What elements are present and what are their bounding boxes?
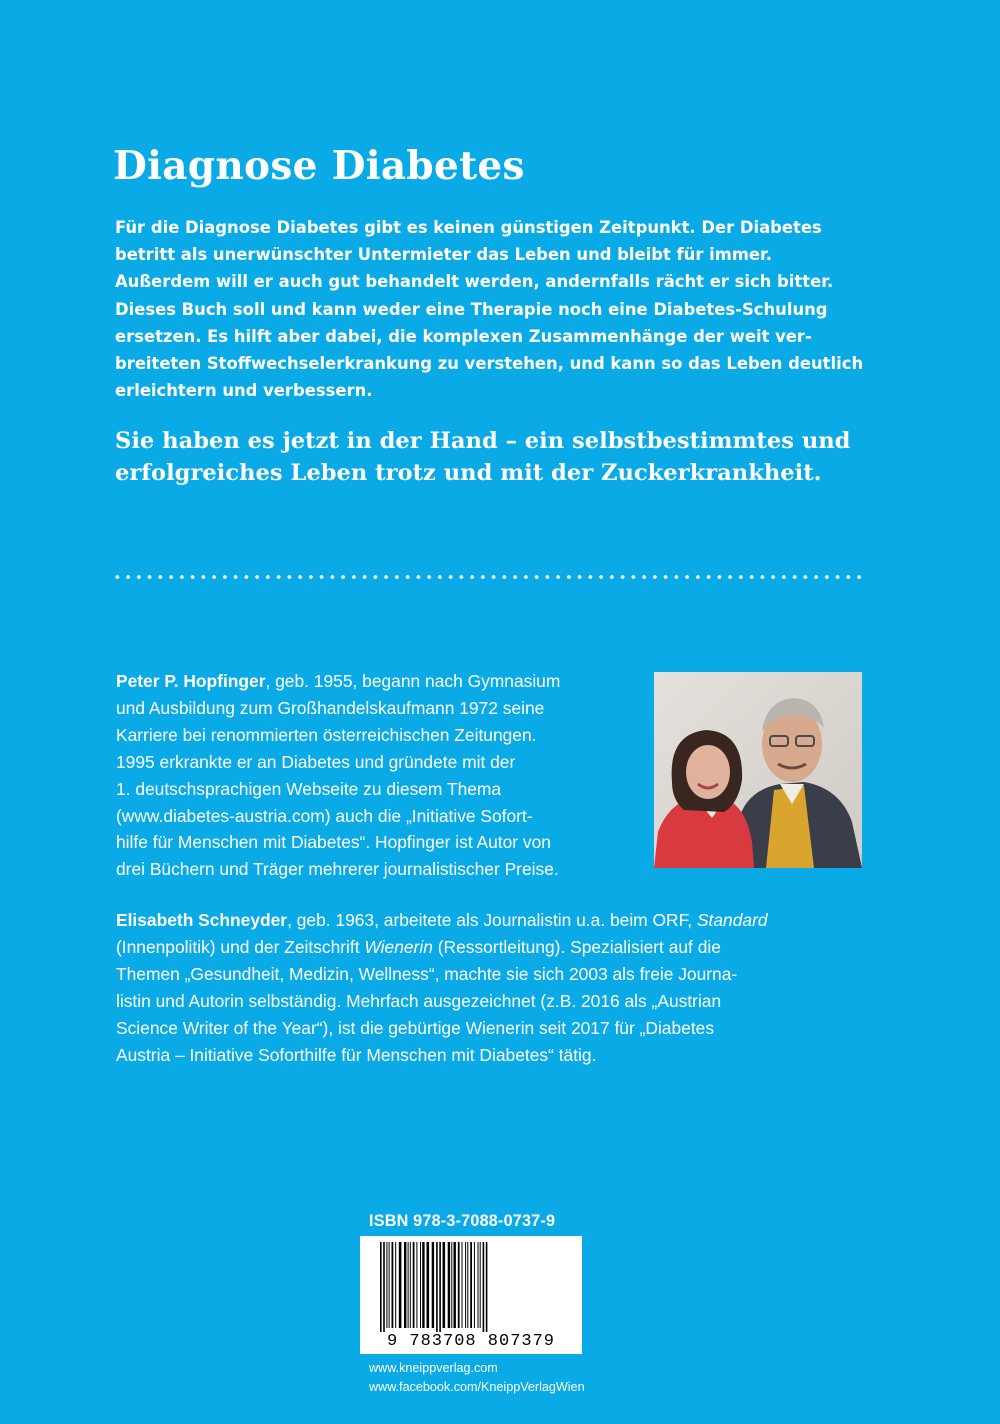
blurb-line: erleichtern und verbessern. <box>115 381 373 401</box>
website-link[interactable]: www.kneippverlag.com <box>369 1361 498 1375</box>
bio-text: , geb. 1955, begann nach Gymnasium <box>265 671 561 691</box>
author-name: Peter P. Hopfinger <box>116 671 266 691</box>
bio-text: (Ressortleitung). Spezialisiert auf die <box>432 936 721 957</box>
barcode-bar <box>451 1242 452 1328</box>
barcode-bar <box>380 1242 382 1332</box>
barcode-bar <box>420 1242 421 1328</box>
barcode-bar <box>486 1242 488 1332</box>
dotted-divider <box>112 573 864 581</box>
barcode-bar <box>386 1242 387 1328</box>
blurb-line: breiteten Stoffwechselerkrankung zu verstehen, und kann so das Leben deutlich <box>115 354 864 374</box>
tagline-line: Sie haben es jetzt in der Hand – ein selbstbestimmtes und <box>115 428 851 454</box>
blurb <box>115 214 875 404</box>
bio-line: listin und Autorin selbständig. Mehrfach ausgezeichnet (z.B. 2016 als „Austrian <box>116 990 722 1011</box>
barcode-bar <box>416 1242 417 1328</box>
blurb-line: Für die Diagnose Diabetes gibt es keinen günstigen Zeitpunkt. Der Diabetes <box>115 218 822 237</box>
blurb-line: ersetzen. Es hilft aber dabei, die komplexen Zusammenhänge der weit ver- <box>115 326 812 346</box>
barcode-bar <box>443 1242 446 1328</box>
barcode-bar <box>389 1242 390 1328</box>
blurb-line: Dieses Buch soll und kann weder eine Therapie noch eine Diabetes-Schulung <box>115 299 828 319</box>
author-name: Elisabeth Schneyder <box>116 910 288 930</box>
barcode <box>360 1236 582 1354</box>
authors-photo <box>654 672 862 868</box>
barcode-bar <box>395 1242 396 1328</box>
barcode-bar <box>436 1242 438 1332</box>
bio-line <box>116 668 636 695</box>
barcode-bar <box>474 1242 475 1328</box>
tagline-line: erfolgreiches Leben trotz und mit der Zuckerkrankheit. <box>115 460 822 486</box>
bio-line: Karriere bei renommierten österreichischen Zeitungen. <box>116 724 537 745</box>
author-bio-hopfinger <box>116 668 636 883</box>
barcode-bar <box>432 1242 434 1328</box>
blurb-line: betritt als unerwünschter Untermieter das Leben und bleibt für immer. <box>115 245 773 265</box>
barcode-bar <box>383 1242 385 1332</box>
barcode-bar <box>478 1242 479 1328</box>
barcode-bar <box>410 1242 411 1328</box>
publisher-links <box>369 1359 585 1397</box>
bio-line: hilfe für Menschen mit Diabetes“. Hopfinger ist Autor von <box>116 832 551 853</box>
barcode-bar <box>462 1242 463 1328</box>
barcode-bar <box>465 1242 466 1328</box>
blurb-line: Außerdem will er auch gut behandelt werden, andernfalls rächt er sich bitter. <box>115 272 834 292</box>
barcode-bar <box>467 1242 468 1328</box>
bio-line <box>116 907 886 934</box>
bio-line: Science Writer of the Year“), ist die gebürtige Wienerin seit 2017 für „Diabetes <box>116 1017 715 1038</box>
barcode-bar <box>404 1242 406 1328</box>
barcode-number: 9 783708 807379 <box>386 1332 556 1351</box>
barcode-bar <box>454 1242 456 1328</box>
barcode-bar <box>392 1242 394 1328</box>
barcode-bar <box>480 1242 481 1328</box>
author-bio-schneyder <box>116 907 886 1068</box>
isbn-label: ISBN 978-3-7088-0737-9 <box>369 1212 556 1230</box>
bio-line: 1. deutschsprachigen Webseite zu diesem Thema <box>116 778 502 799</box>
tagline <box>115 425 875 489</box>
bio-line: 1995 erkrankte er an Diabetes und gründete mit der <box>116 751 516 772</box>
barcode-bar <box>422 1242 424 1328</box>
authors-photo-illustration <box>654 672 862 868</box>
barcode-bar <box>470 1242 472 1328</box>
barcode-bars <box>360 1236 582 1332</box>
bio-line <box>116 934 886 961</box>
barcode-bar <box>448 1242 450 1328</box>
bio-line: und Ausbildung zum Großhandelskaufmann 1972 seine <box>116 697 545 718</box>
barcode-bar <box>427 1242 430 1328</box>
barcode-bar <box>483 1242 485 1332</box>
facebook-link[interactable]: www.facebook.com/KneippVerlagWien <box>369 1380 585 1394</box>
bio-line: (www.diabetes-austria.com) auch die „Initiative Sofort- <box>116 805 533 826</box>
bio-line: Austria – Initiative Soforthilfe für Menschen mit Diabetes“ tätig. <box>116 1044 597 1065</box>
bio-text: (Innenpolitik) und der Zeitschrift <box>116 936 365 957</box>
bio-text: , geb. 1963, arbeitete als Journalistin u.a. beim ORF, <box>287 910 697 930</box>
bio-line: drei Büchern und Träger mehrerer journalistischer Preise. <box>116 859 559 880</box>
barcode-bar <box>458 1242 460 1328</box>
bio-italic-text: Standard <box>696 910 768 930</box>
barcode-bar <box>439 1242 441 1332</box>
barcode-bar <box>408 1242 409 1328</box>
book-title: Diagnose Diabetes <box>113 143 525 189</box>
barcode-bar <box>399 1242 402 1328</box>
bio-italic-text: Wienerin <box>364 936 433 957</box>
bio-line: Themen „Gesundheit, Medizin, Wellness“, machte sie sich 2003 als freie Journa- <box>116 963 738 984</box>
barcode-bar <box>413 1242 415 1328</box>
